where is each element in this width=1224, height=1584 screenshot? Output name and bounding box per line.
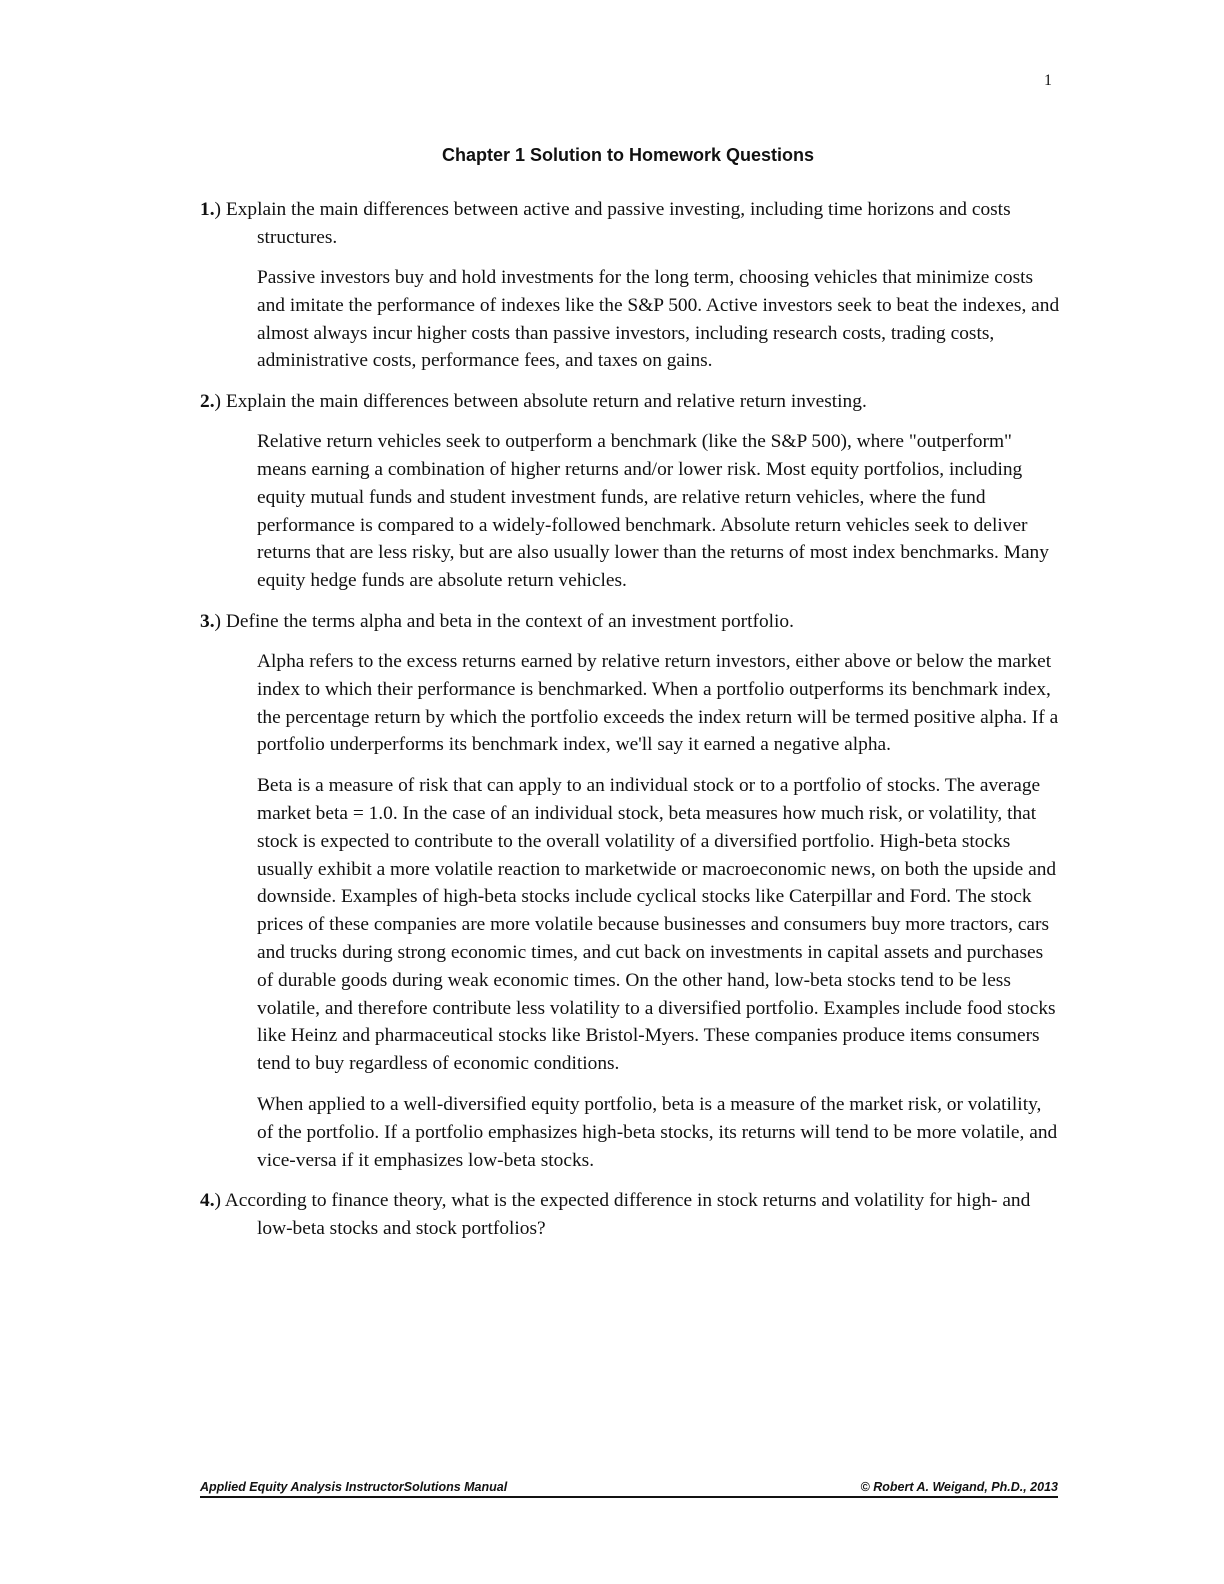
question-text: 2.) Explain the main differences between absolute return and relative return investing.	[200, 391, 867, 413]
footer-manual-title: Applied Equity Analysis InstructorSolutions Manual	[200, 1480, 508, 1494]
answer-paragraph: Passive investors buy and hold investments for the long term, choosing vehicles that minimize costs and imitate the performance of indexes like the S&P 500. Active investors seek to beat the indexes, and almost always incur higher costs than passive investors, including research costs, trading costs, administrative costs, performance fees, and taxes on gains.	[257, 267, 1060, 372]
question-block	[200, 1187, 1060, 1243]
page-number: 1	[1044, 72, 1052, 89]
question-text: 3.) Define the terms alpha and beta in the context of an investment portfolio.	[200, 610, 794, 632]
question-number: 2.	[200, 391, 215, 413]
answer-paragraph: Beta is a measure of risk that can apply to an individual stock or to a portfolio of stocks. The average market beta = 1.0. In the case of an individual stock, beta measures how much risk, or volatility, that stock is expected to contribute to the overall volatility of a diversified portfolio. High-beta stocks usually exhibit a more volatile reaction to marketwide or macroeconomic news, on both the upside and downside. Examples of high-beta stocks include cyclical stocks like Caterpillar and Ford. The stock prices of these companies are more volatile because businesses and consumers buy more tractors, cars and trucks during strong economic times, and cut back on investments in capital assets and purchases of durable goods during weak economic times. On the other hand, low-beta stocks tend to be less volatile, and therefore contribute less volatility to a diversified portfolio. Examples include food stocks like Heinz and pharmaceutical stocks like Bristol-Myers. These companies produce items consumers tend to buy regardless of economic conditions.	[257, 775, 1057, 1075]
page-title: Chapter 1 Solution to Homework Questions	[441, 145, 815, 165]
question-block	[200, 388, 1060, 595]
question-number: 3.	[200, 610, 215, 632]
question-number: 1.	[200, 199, 215, 220]
question-block	[200, 608, 1060, 1174]
question-block	[200, 196, 1060, 375]
answer-paragraph: Relative return vehicles seek to outperform a benchmark (like the S&P 500), where "outperform" means earning a combination of higher returns and/or lower risk. Most equity portfolios, including equity mutual funds and student investment funds, are relative return vehicles, where the fund performance is compared to a widely-followed benchmark. Absolute return vehicles seek to deliver returns that are less risky, but are also usually lower than the returns of most index benchmarks. Many equity hedge funds are absolute return vehicles.	[257, 431, 1049, 592]
footer-copyright: © Robert A. Weigand, Ph.D., 2013	[860, 1480, 1058, 1494]
document-body	[200, 196, 1060, 1255]
answer-paragraph: When applied to a well-diversified equity portfolio, beta is a measure of the market risk, or volatility, of the portfolio. If a portfolio emphasizes high-beta stocks, its returns will tend to be more volatile, and vice-versa if it emphasizes low-beta stocks.	[257, 1093, 1058, 1171]
page-footer	[200, 1480, 1058, 1498]
question-text: 1.) Explain the main differences between active and passive investing, including time horizons and costs structures.	[200, 199, 1011, 248]
answer-paragraph: Alpha refers to the excess returns earned by relative return investors, either above or below the market index to which their performance is benchmarked. When a portfolio outperforms its benchmark index, the percentage return by which the portfolio exceeds the index return will be termed positive alpha. If a portfolio underperforms its benchmark index, we'll say it earned a negative alpha.	[257, 650, 1059, 756]
question-number: 4.	[200, 1190, 215, 1212]
question-text: 4.) According to finance theory, what is the expected difference in stock returns and volatility for high- and low-beta stocks and stock portfolios?	[200, 1190, 1031, 1240]
